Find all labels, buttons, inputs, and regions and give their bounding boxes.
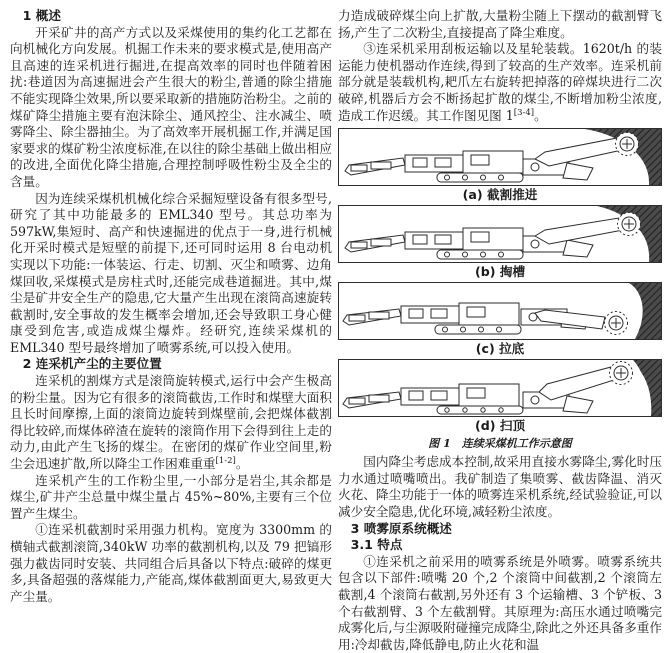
paragraph-dust-text: 连采机的割煤方式是滚筒旋转模式,运行中会产生极高的粉尘量。因为它有很多的滚筒截齿,工作时和煤壁大面积且长时间摩擦,上面的滚筒边旋转到煤壁前,会把煤体截割得比较碎,而煤体碎渣在旋转的滚筒作用下会得到往上走的动力,由此产生飞扬的煤尘。在密闭的煤矿作业空间里,粉尘会迅速扩散,所以降尘工作困难重重 bbox=[10, 373, 332, 472]
figure-panel-a bbox=[338, 128, 662, 186]
miner-diagram-floor-cutting bbox=[339, 283, 661, 339]
figure-panel-c bbox=[338, 282, 662, 340]
section-heading-3-1: 3.1 特点 bbox=[350, 537, 403, 553]
citation-ref-3-4: [3-4] bbox=[513, 107, 535, 118]
miner-diagram-roof-sweeping bbox=[339, 360, 661, 416]
paragraph-overview: 开采矿井的高产方式以及采煤使用的集约化工艺都在向机械化方向发展。机掘工作未来的要求模式是,使用高产且高速的连采机进行掘进,在提高效率的同时也伴随着困扰:巷道因为高速掘进会产生很大的粉尘,普通的除尘措施不能实现降尘效果,所以要采取新的措施防治粉尘。之前的煤矿降尘措施主要有泡沫除尘、通风控尘、注水减尘、喷雾降尘、除尘器抽尘。为了高效率开展机掘工作,并满足国家要求的煤矿粉尘浓度标准,在以往的除尘基础上做出相应的改进,全面优化降尘措施,合理控制呼吸性粉尘及全尘的含量。 bbox=[10, 24, 332, 189]
figure-panel-d bbox=[338, 359, 662, 417]
section-heading-3: 3 喷雾原系统概述 bbox=[350, 520, 452, 536]
paragraph-dust-ratio: 连采机产生的工作粉尘里,一小部分是岩尘,其余都是煤尘,矿井产尘总量中煤尘量占 45%~80%,主要有三个位置产生煤尘。 bbox=[10, 472, 332, 521]
figure-1 bbox=[338, 128, 662, 452]
paragraph-eml340: 因为连续采煤机机械化综合采掘短壁设备有很多型号,研究了其中功能最多的 EML340 型号。其总功率为 597kW,集短时、高产和快速掘进的优点于一身,进行机械化开采时模式是短壁的前提下,还可同时运用 8 台电动机实现以下功能:一体装运、行走、切割、灭尘和喷雾、边角煤回收,采煤模式是房柱式时,还能完成巷道掘进。其中,煤尘是矿井安全生产的隐患,它大量产生出现在滚筒高速旋转截割时,安全事故的发生概率会增加,还会导致职工身心健康受到危害,或造成煤尘爆炸。经研究,连续采煤机的 EML340 型号最终增加了喷雾系统,可以投入使用。 bbox=[10, 190, 332, 355]
right-column bbox=[338, 8, 662, 652]
paragraph-loading-text: ③连采机采用刮板运输以及星轮装载。1620t/h 的装运能力使机器动作连续,得到了较高的生产效率。连采机前部分就是装载机构,耙爪左右旋转把掉落的碎煤块进行二次破碎,机器后方会不断扬起扩散的煤尘,不断增加粉尘浓度,造成工作迟缓。其工作图见图 1 bbox=[338, 41, 662, 123]
citation-ref-1-2: [1-2] bbox=[215, 455, 236, 466]
paragraph-continuation: 力造成破碎煤尘向上扩散,大量粉尘随上下摆动的截割臂飞扬,产生了二次粉尘,直接提高了降尘难度。 bbox=[338, 8, 662, 40]
section-heading-1: 1 概述 bbox=[22, 8, 61, 23]
paragraph-loading-tail: 。 bbox=[534, 107, 547, 123]
panel-label-a: (a) 截割推进 bbox=[462, 187, 538, 203]
miner-diagram-kerf-cutting bbox=[339, 206, 661, 262]
panel-label-d: (d) 扫顶 bbox=[474, 418, 526, 434]
left-column bbox=[10, 8, 332, 635]
paragraph-loading bbox=[338, 41, 662, 124]
paragraph-dust-tail: 。 bbox=[235, 456, 249, 472]
miner-diagram-cutting-advance bbox=[339, 129, 661, 185]
figure-panel-b bbox=[338, 205, 662, 263]
paragraph-spray-system: ①连采机之前采用的喷雾系统是外喷雾。喷雾系统共包含以下部件:喷嘴 20 个,2 个滚筒中间截割,2 个滚筒左截割,4 个滚筒右截割,另外还有 3 个运输槽、3 个铲板、3 个右截割臂、3 个左截割臂。其原理为:高压水通过喷嘴完成雾化后,与尘源吸附碰撞完成降尘,除此之外还具备多重作用:冷却截齿,降低静电,防止火花和温 bbox=[338, 553, 662, 652]
paragraph-domestic-dustfall: 国内降尘考虑成本控制,故采用直接水雾降尘,雾化时压力水通过喷嘴喷出。我矿制造了集喷雾、截齿降温、消灭火花、降尘功能于一体的喷雾连采机系统,经试验验证,可以减少安全隐患,优化环境,减轻粉尘浓度。 bbox=[338, 454, 662, 519]
figure-1-caption: 图 1 连续采煤机工作示意图 bbox=[428, 437, 572, 451]
section-heading-2: 2 连采机产尘的主要位置 bbox=[22, 356, 162, 372]
panel-label-c: (c) 拉底 bbox=[475, 341, 525, 357]
paragraph-dust-sources bbox=[10, 373, 332, 473]
panel-label-b: (b) 掏槽 bbox=[474, 264, 526, 280]
paragraph-cutting-mechanism: ①连采机截割时采用强力机构。宽度为 3300mm 的横轴式截割滚筒,340kW 功率的截割机构,以及 79 把镐形强力截齿同时安装、共同组合后具备以下特点:破碎的煤更多,具备超强的落煤能力,产能高,煤体截割面更大,易致更大产尘量。 bbox=[10, 522, 332, 604]
